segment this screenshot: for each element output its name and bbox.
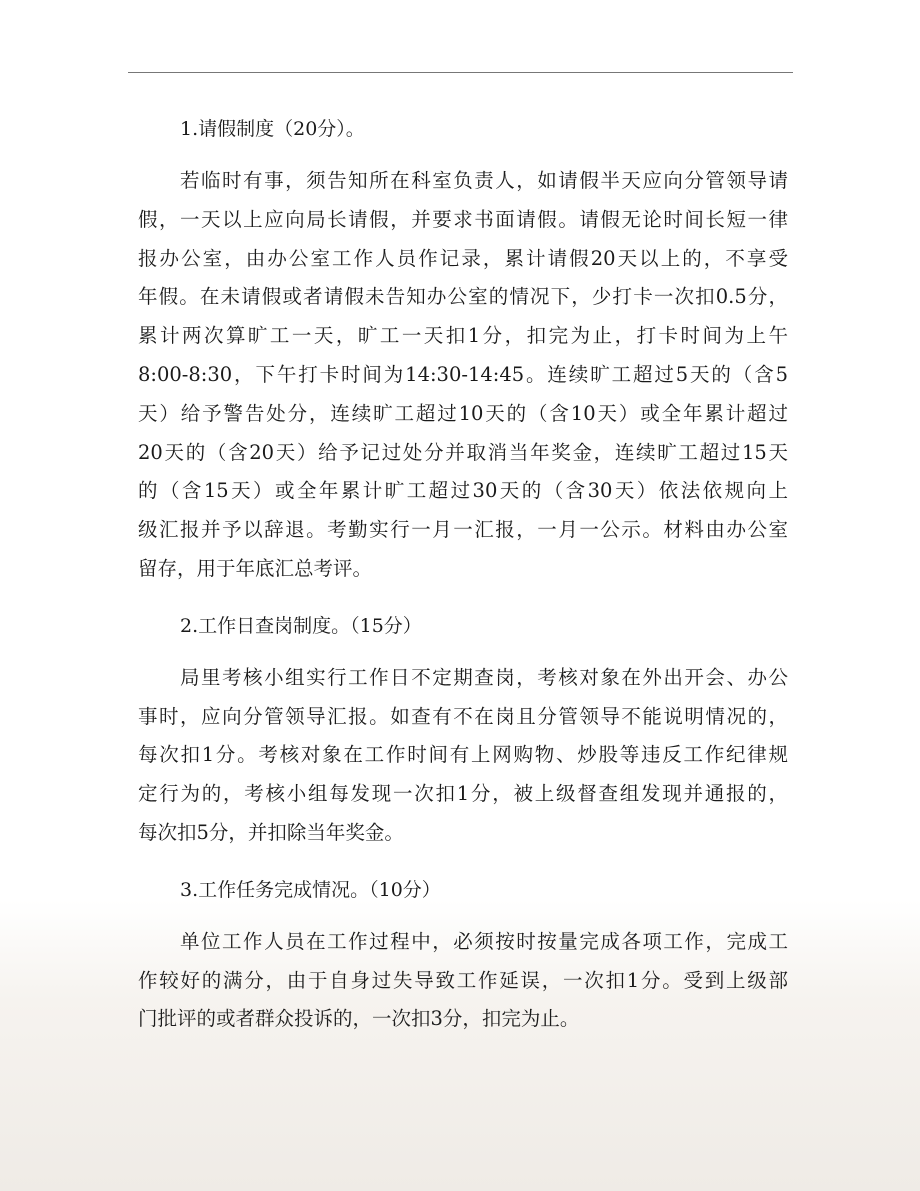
paragraph-line: 事时，应向分管领导汇报。如查有不在岗且分管领导不能说明情况的， [138,704,788,728]
paragraph-line: 单位工作人员在工作过程中，必须按时按量完成各项工作，完成工 [180,929,788,953]
document-body [138,100,788,1053]
header-rule [128,72,793,73]
paragraph-line: 累计两次算旷工一天，旷工一天扣1分，扣完为止，打卡时间为上午 [138,324,788,348]
section-heading-task-completion: 3.工作任务完成情况。（10分） [180,878,441,901]
section-heading-leave: 1.请假制度（20分）。 [180,118,365,140]
paragraph-line: 每次扣5分，并扣除当年奖金。 [138,820,404,844]
paragraph-line: 8:00-8:30，下午打卡时间为14:30-14:45。连续旷工超过5天的（含5 [138,362,788,386]
paragraph-line: 的（含15天）或全年累计旷工超过30天的（含30天）依法依规向上 [138,479,788,503]
paragraph-line: 每次扣1分。考核对象在工作时间有上网购物、炒股等违反工作纪律规 [138,743,788,767]
paragraph-line: 假，一天以上应向局长请假，并要求书面请假。请假无论时间长短一律 [138,207,788,231]
paragraph-line: 天）给予警告处分，连续旷工超过10天的（含10天）或全年累计超过 [138,401,788,425]
section-paragraph-task-completion [138,923,788,1039]
paragraph-line: 门批评的或者群众投诉的，一次扣3分，扣完为止。 [138,1007,580,1031]
section-paragraph-leave [138,162,788,589]
paragraph-line: 作较好的满分，由于自身过失导致工作延误，一次扣1分。受到上级部 [138,968,788,992]
paragraph-line: 20天的（含20天）给予记过处分并取消当年奖金，连续旷工超过15天 [138,440,788,464]
paragraph-line: 定行为的，考核小组每发现一次扣1分，被上级督查组发现并通报的， [138,782,788,806]
paragraph-line: 报办公室，由办公室工作人员作记录，累计请假20天以上的，不享受 [138,246,788,270]
paragraph-line: 年假。在未请假或者请假未告知办公室的情况下，少打卡一次扣0.5分， [138,285,788,309]
section-heading-attendance-check: 2.工作日查岗制度。（15分） [180,614,422,637]
paragraph-line: 留存，用于年底汇总考评。 [138,556,373,580]
paragraph-line: 局里考核小组实行工作日不定期查岗，考核对象在外出开会、办公 [180,665,788,689]
paragraph-line: 若临时有事，须告知所在科室负责人，如请假半天应向分管领导请 [180,169,788,192]
section-paragraph-attendance-check [138,659,788,853]
paragraph-line: 级汇报并予以辞退。考勤实行一月一汇报，一月一公示。材料由办公室 [138,518,788,542]
